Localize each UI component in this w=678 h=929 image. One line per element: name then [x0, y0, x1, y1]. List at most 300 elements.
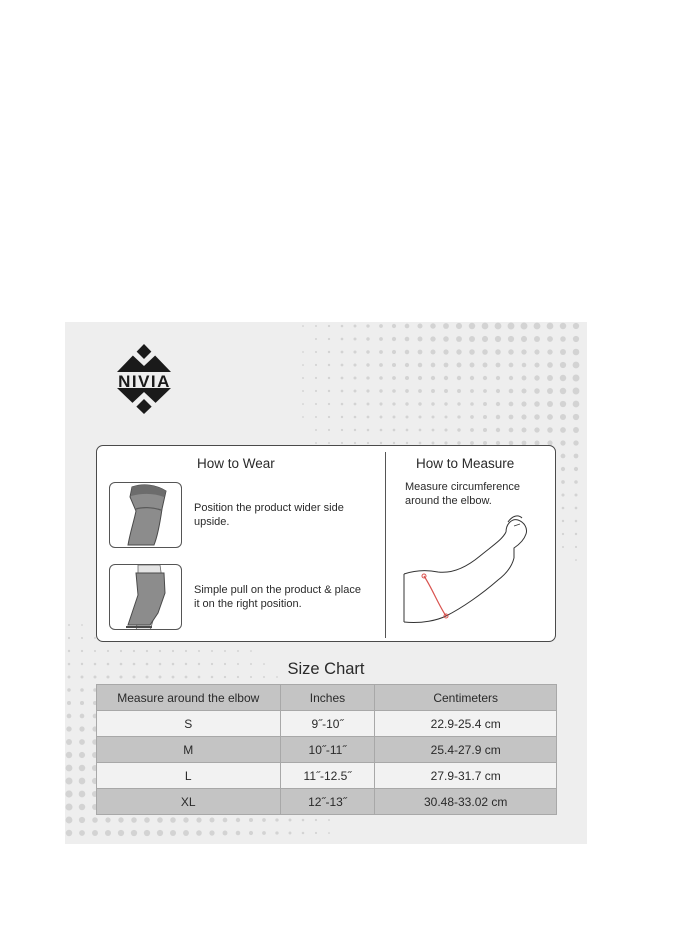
pattern-dot: [159, 650, 161, 652]
pattern-dot: [562, 546, 564, 548]
pattern-dot: [573, 336, 579, 342]
pattern-dot: [380, 416, 383, 419]
pattern-dot: [521, 388, 526, 393]
pattern-dot: [131, 817, 137, 823]
leg-sleeve-icon: [109, 564, 182, 630]
pattern-dot: [354, 429, 356, 431]
pattern-dot: [470, 415, 474, 419]
pattern-dot: [534, 362, 539, 367]
pattern-dot: [418, 415, 421, 418]
pattern-dot: [443, 323, 449, 329]
pattern-dot: [483, 376, 487, 380]
pattern-dot: [328, 429, 330, 431]
pattern-dot: [534, 375, 539, 380]
pattern-dot: [120, 650, 122, 652]
pattern-dot: [315, 338, 317, 340]
pattern-dot: [432, 442, 435, 445]
pattern-dot: [315, 403, 317, 405]
pattern-dot: [456, 349, 461, 354]
pattern-dot: [223, 818, 228, 823]
pattern-dot: [367, 403, 370, 406]
pattern-dot: [392, 389, 396, 393]
pattern-dot: [496, 428, 500, 432]
pattern-dot: [444, 402, 447, 405]
pattern-dot: [105, 817, 110, 822]
pattern-dot: [79, 765, 85, 771]
pattern-dot: [574, 454, 579, 459]
pattern-dot: [66, 817, 73, 824]
pattern-dot: [302, 351, 304, 353]
measure-instruction-text: Measure circumference around the elbow.: [405, 481, 520, 507]
pattern-dot: [560, 401, 566, 407]
pattern-dot: [353, 363, 356, 366]
pattern-dot: [196, 830, 202, 836]
pattern-dot: [547, 388, 553, 394]
pattern-dot: [405, 415, 408, 418]
pattern-dot: [81, 624, 83, 626]
how-to-wear-title: How to Wear: [197, 456, 275, 471]
knee-sleeve-icon: [109, 482, 182, 548]
size-inches: 11˝-12.5˝: [280, 763, 375, 789]
pattern-dot: [80, 701, 84, 705]
pattern-dot: [561, 480, 565, 484]
table-row: [97, 737, 557, 763]
pattern-dot: [341, 351, 344, 354]
pattern-dot: [144, 830, 150, 836]
pattern-dot: [67, 714, 72, 719]
pattern-dot: [522, 363, 527, 368]
pattern-dot: [302, 364, 304, 366]
pattern-dot: [366, 389, 369, 392]
pattern-dot: [236, 831, 241, 836]
pattern-dot: [315, 819, 317, 821]
pattern-dot: [341, 390, 344, 393]
pattern-dot: [509, 402, 514, 407]
pattern-dot: [366, 350, 369, 353]
pattern-dot: [315, 416, 317, 418]
pattern-dot: [405, 402, 408, 405]
pattern-dot: [430, 323, 435, 328]
pattern-dot: [574, 467, 578, 471]
arm-measure-icon: [402, 512, 532, 638]
pattern-dot: [456, 336, 462, 342]
pattern-dot: [68, 637, 70, 639]
pattern-dot: [196, 817, 201, 822]
pattern-dot: [443, 336, 449, 342]
pattern-dot: [66, 752, 72, 758]
pattern-dot: [573, 427, 579, 433]
table-row: [97, 789, 557, 815]
pattern-dot: [183, 817, 188, 822]
pattern-dot: [237, 650, 239, 652]
pattern-dot: [133, 650, 135, 652]
pattern-dot: [560, 375, 566, 381]
pattern-dot: [249, 831, 253, 835]
pattern-dot: [573, 349, 580, 356]
pattern-dot: [380, 442, 382, 444]
size-chart-title: Size Chart: [287, 660, 365, 678]
pattern-dot: [534, 336, 540, 342]
pattern-dot: [406, 442, 408, 444]
pattern-dot: [431, 402, 434, 405]
pattern-dot: [65, 803, 72, 810]
pattern-dot: [509, 415, 514, 420]
pattern-dot: [521, 323, 528, 330]
pattern-dot: [483, 363, 488, 368]
pattern-dot: [560, 336, 566, 342]
pattern-dot: [66, 726, 71, 731]
size-label: XL: [97, 789, 281, 815]
pattern-dot: [289, 832, 292, 835]
pattern-dot: [560, 440, 565, 445]
pattern-dot: [354, 442, 356, 444]
pattern-dot: [68, 624, 70, 626]
wear-step-2-text: Simple pull on the product & place it on the right position.: [194, 584, 361, 610]
pattern-dot: [341, 429, 343, 431]
pattern-dot: [547, 427, 553, 433]
pattern-dot: [328, 442, 330, 444]
pattern-dot: [275, 831, 278, 834]
pattern-dot: [562, 520, 564, 522]
pattern-dot: [470, 428, 474, 432]
pattern-dot: [249, 818, 253, 822]
pattern-dot: [118, 817, 123, 822]
pattern-dot: [431, 389, 435, 393]
pattern-dot: [575, 559, 577, 561]
pattern-dot: [79, 830, 85, 836]
pattern-dot: [289, 819, 292, 822]
pattern-dot: [262, 831, 266, 835]
size-inches: 12˝-13˝: [280, 789, 375, 815]
pattern-dot: [495, 323, 502, 330]
pattern-dot: [79, 726, 84, 731]
pattern-dot: [210, 818, 215, 823]
pattern-dot: [315, 325, 317, 327]
pattern-dot: [302, 416, 304, 418]
pattern-dot: [302, 832, 305, 835]
pattern-dot: [483, 402, 487, 406]
brand-name: NIVIA: [118, 372, 171, 391]
pattern-dot: [431, 376, 435, 380]
pattern-dot: [457, 415, 460, 418]
pattern-dot: [534, 414, 540, 420]
pattern-dot: [392, 337, 396, 341]
pattern-dot: [328, 819, 330, 821]
size-guide-panel: [65, 322, 587, 844]
brand-logo: [87, 342, 202, 416]
pattern-dot: [575, 533, 577, 535]
pattern-dot: [560, 349, 566, 355]
pattern-dot: [92, 830, 98, 836]
pattern-dot: [80, 714, 85, 719]
pattern-dot: [547, 349, 552, 354]
pattern-dot: [341, 325, 344, 328]
pattern-dot: [417, 323, 422, 328]
pattern-dot: [328, 364, 330, 366]
pattern-dot: [66, 739, 72, 745]
pattern-dot: [573, 401, 580, 408]
pattern-dot: [224, 650, 226, 652]
pattern-dot: [66, 830, 73, 837]
pattern-dot: [392, 363, 396, 367]
pattern-dot: [444, 363, 449, 368]
pattern-dot: [547, 401, 553, 407]
pattern-dot: [366, 363, 369, 366]
pattern-dot: [315, 364, 317, 366]
pattern-dot: [146, 650, 148, 652]
pattern-dot: [418, 363, 423, 368]
pattern-dot: [482, 336, 488, 342]
pattern-dot: [483, 428, 487, 432]
pattern-dot: [118, 830, 124, 836]
pattern-dot: [392, 324, 396, 328]
pattern-dot: [496, 415, 500, 419]
pattern-dot: [405, 376, 409, 380]
pattern-dot: [275, 818, 278, 821]
pattern-dot: [341, 338, 344, 341]
pattern-dot: [431, 363, 436, 368]
pattern-dot: [575, 507, 578, 510]
pattern-dot: [223, 831, 228, 836]
pattern-dot: [430, 336, 435, 341]
pattern-dot: [508, 336, 514, 342]
pattern-dot: [379, 376, 383, 380]
pattern-dot: [67, 701, 71, 705]
pattern-dot: [80, 688, 84, 692]
pattern-dot: [521, 336, 527, 342]
pattern-dot: [353, 337, 356, 340]
pattern-dot: [534, 427, 539, 432]
instructions-box: [96, 445, 556, 642]
pattern-dot: [367, 442, 369, 444]
pattern-dot: [418, 350, 423, 355]
size-label: L: [97, 763, 281, 789]
pattern-dot: [496, 363, 501, 368]
pattern-dot: [328, 403, 330, 405]
pattern-dot: [470, 363, 475, 368]
pattern-dot: [509, 389, 514, 394]
pattern-dot: [562, 533, 564, 535]
pattern-dot: [367, 429, 370, 432]
pattern-dot: [560, 427, 566, 433]
pattern-dot: [66, 765, 73, 772]
pattern-dot: [328, 416, 330, 418]
how-to-measure-title: How to Measure: [416, 456, 515, 471]
pattern-dot: [302, 377, 304, 379]
pattern-dot: [443, 349, 448, 354]
pattern-dot: [79, 804, 86, 811]
pattern-dot: [302, 325, 304, 327]
pattern-dot: [79, 817, 85, 823]
pattern-dot: [354, 403, 357, 406]
pattern-dot: [560, 388, 566, 394]
pattern-dot: [315, 832, 317, 834]
pattern-dot: [79, 791, 86, 798]
pattern-dot: [509, 376, 513, 380]
table-header-row: [97, 685, 557, 711]
pattern-dot: [341, 364, 344, 367]
pattern-dot: [457, 363, 462, 368]
pattern-dot: [157, 830, 163, 836]
pattern-dot: [534, 349, 539, 354]
pattern-dot: [354, 390, 357, 393]
pattern-dot: [496, 376, 500, 380]
pattern-dot: [575, 546, 577, 548]
pattern-dot: [353, 376, 356, 379]
pattern-dot: [522, 376, 527, 381]
pattern-dot: [547, 375, 553, 381]
pattern-dot: [379, 350, 383, 354]
pattern-dot: [379, 324, 383, 328]
size-centimeters: 25.4-27.9 cm: [375, 737, 557, 763]
pattern-dot: [561, 493, 564, 496]
pattern-dot: [483, 389, 487, 393]
pattern-dot: [236, 818, 240, 822]
size-centimeters: 22.9-25.4 cm: [375, 711, 557, 737]
pattern-dot: [470, 376, 474, 380]
pattern-dot: [469, 323, 475, 329]
pattern-dot: [418, 402, 421, 405]
pattern-dot: [131, 830, 137, 836]
size-inches: 9˝-10˝: [280, 711, 375, 737]
pattern-dot: [315, 377, 317, 379]
pattern-dot: [341, 416, 343, 418]
pattern-dot: [315, 442, 317, 444]
pattern-dot: [198, 650, 200, 652]
pattern-dot: [574, 493, 577, 496]
pattern-dot: [561, 454, 566, 459]
pattern-dot: [341, 442, 343, 444]
pattern-dot: [392, 402, 395, 405]
pattern-dot: [547, 362, 553, 368]
pattern-dot: [508, 323, 515, 330]
pattern-dot: [405, 324, 410, 329]
header-centimeters: Centimeters: [375, 685, 557, 711]
header-measure: Measure around the elbow: [97, 685, 281, 711]
pattern-dot: [456, 323, 462, 329]
pattern-dot: [302, 403, 304, 405]
pattern-dot: [431, 415, 434, 418]
pattern-dot: [470, 389, 474, 393]
pattern-dot: [457, 402, 460, 405]
pattern-dot: [495, 349, 501, 355]
pattern-dot: [81, 637, 83, 639]
pattern-dot: [534, 401, 540, 407]
pattern-dot: [172, 650, 174, 652]
pattern-dot: [366, 376, 369, 379]
pattern-dot: [457, 389, 461, 393]
pattern-dot: [419, 429, 422, 432]
pattern-dot: [573, 388, 580, 395]
pattern-dot: [105, 830, 111, 836]
pattern-dot: [574, 480, 578, 484]
pattern-dot: [444, 376, 448, 380]
pattern-dot: [367, 416, 370, 419]
size-chart-table: [96, 684, 557, 815]
pattern-dot: [534, 323, 541, 330]
pattern-dot: [392, 376, 396, 380]
pattern-dot: [341, 377, 344, 380]
pattern-dot: [418, 376, 422, 380]
pattern-dot: [521, 414, 526, 419]
pattern-dot: [211, 650, 213, 652]
pattern-dot: [508, 349, 513, 354]
pattern-dot: [67, 688, 70, 691]
pattern-dot: [341, 403, 344, 406]
pattern-dot: [406, 429, 409, 432]
pattern-dot: [482, 349, 488, 355]
pattern-dot: [302, 819, 305, 822]
pattern-dot: [418, 337, 423, 342]
pattern-dot: [405, 337, 410, 342]
size-label: S: [97, 711, 281, 737]
pattern-dot: [366, 324, 369, 327]
pattern-dot: [560, 414, 566, 420]
pattern-dot: [144, 817, 150, 823]
pattern-dot: [315, 390, 317, 392]
pattern-dot: [444, 389, 448, 393]
pattern-dot: [393, 429, 396, 432]
pattern-dot: [354, 325, 357, 328]
pattern-dot: [328, 390, 330, 392]
pattern-dot: [405, 363, 409, 367]
pattern-dot: [379, 337, 383, 341]
pattern-dot: [328, 351, 330, 353]
pattern-dot: [107, 650, 109, 652]
pattern-dot: [405, 389, 409, 393]
pattern-dot: [79, 739, 85, 745]
pattern-dot: [79, 778, 86, 785]
pattern-dot: [432, 429, 435, 432]
pattern-dot: [328, 377, 330, 379]
pattern-dot: [92, 817, 98, 823]
pattern-dot: [328, 325, 330, 327]
pattern-dot: [65, 777, 72, 784]
pattern-dot: [573, 375, 580, 382]
pattern-dot: [547, 336, 553, 342]
pattern-dot: [419, 442, 422, 445]
pattern-dot: [379, 402, 382, 405]
pattern-dot: [483, 415, 487, 419]
pattern-dot: [547, 414, 553, 420]
pattern-dot: [68, 650, 70, 652]
pattern-dot: [573, 323, 579, 329]
pattern-dot: [521, 427, 526, 432]
pattern-dot: [262, 818, 266, 822]
pattern-dot: [170, 830, 176, 836]
pattern-dot: [560, 362, 566, 368]
pattern-dot: [469, 349, 475, 355]
pattern-dot: [521, 349, 526, 354]
pattern-dot: [547, 323, 554, 330]
pattern-dot: [392, 350, 396, 354]
pattern-dot: [328, 338, 330, 340]
pattern-dot: [561, 467, 565, 471]
pattern-dot: [302, 390, 304, 392]
pattern-dot: [470, 402, 474, 406]
pattern-dot: [379, 363, 383, 367]
pattern-dot: [379, 389, 382, 392]
pattern-dot: [185, 650, 187, 652]
pattern-dot: [430, 349, 435, 354]
section-divider: [385, 452, 386, 638]
pattern-dot: [509, 363, 514, 368]
pattern-dot: [509, 428, 514, 433]
wear-step-1-text: Position the product wider side upside.: [194, 502, 344, 528]
pattern-dot: [496, 402, 500, 406]
pattern-dot: [573, 414, 579, 420]
pattern-dot: [157, 817, 163, 823]
